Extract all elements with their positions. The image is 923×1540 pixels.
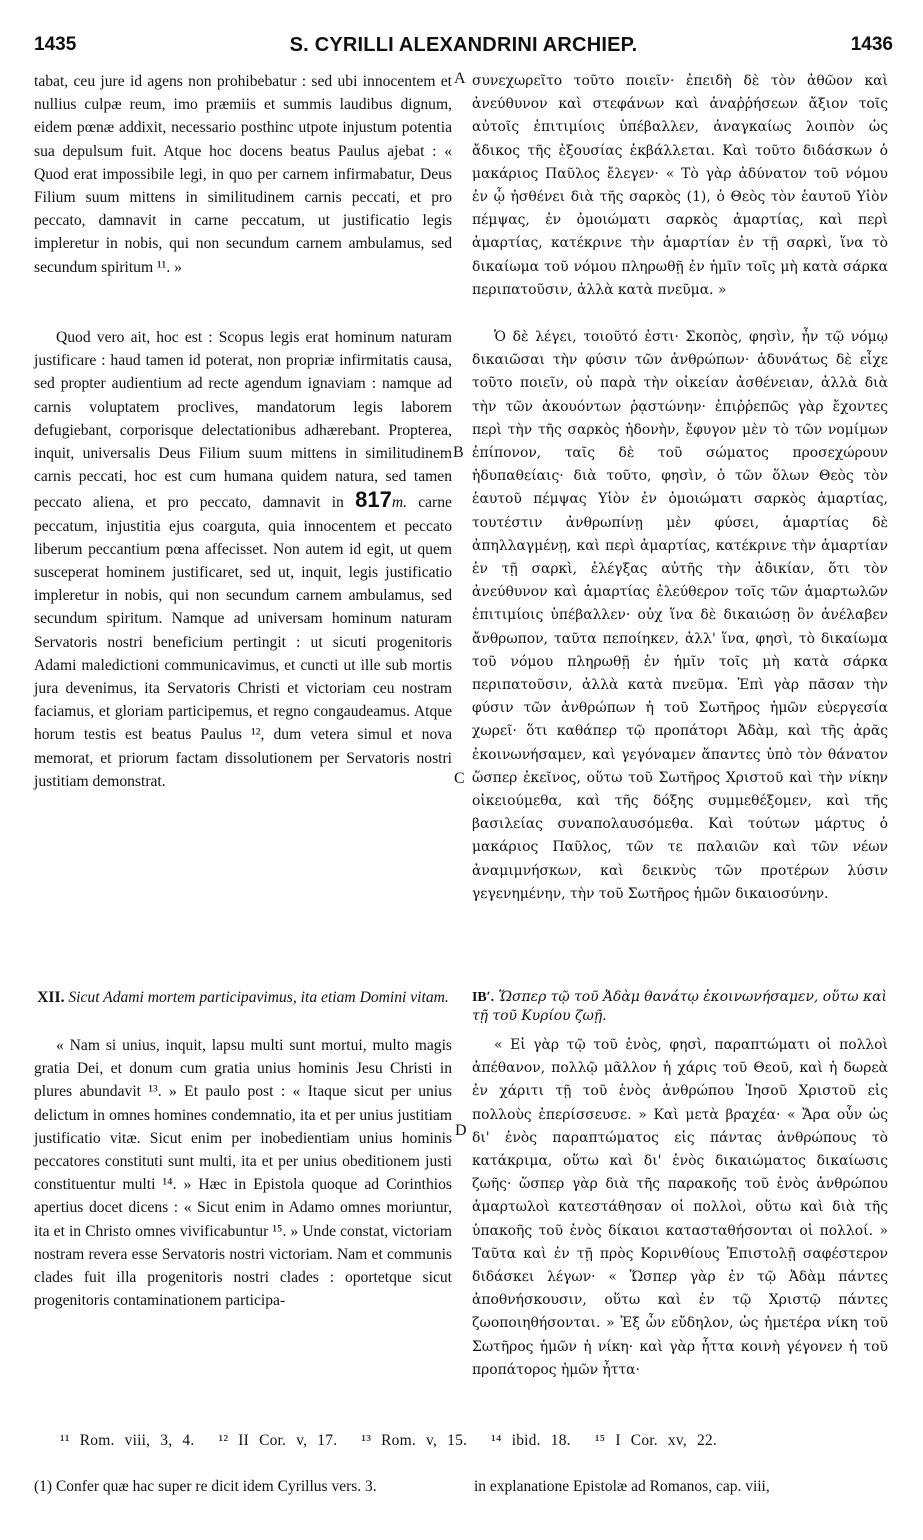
margin-marker-b: B	[453, 444, 464, 461]
footnote-15: ¹⁵ I Cor. xv, 22.	[594, 1432, 717, 1449]
column-number-suffix: m.	[391, 494, 407, 512]
footnote-12: ¹² II Cor. v, 17.	[218, 1432, 338, 1449]
greek-paragraph-1: συνεχωρεῖτο τοῦτο ποιεῖν· ἐπειδὴ δὲ τὸν ἀθῶον καὶ ἀνεύθυνον καὶ στεφάνων καὶ ἀναῤῥήσεων ἄξιον τοῖς αὐτοῖς ἐπιτιμίοις ὑπέβαλλεν, ἀναγκαίως λοιπὸν ὡς ἄδικος τῆς ἐξουσίας ἐκβάλλεται. Καὶ τοῦτο διδάσκων ὁ μακάριος Παῦλος ἔλεγεν· « Τὸ γὰρ ἀδύνατον τοῦ νόμου ἐν ᾧ ἠσθένει διὰ τῆς σαρκὸς (1), ὁ Θεὸς τὸν ἑαυτοῦ Υἱὸν πέμψας, ἐν ὁμοιώματι σαρκὸς ἁμαρτίας, καὶ περὶ ἁμαρτίας, κατέκρινε τὴν ἁμαρτίαν ἐν τῇ σαρκὶ, ἵνα τὸ δικαίωμα τοῦ νόμου πληρωθῇ ἐν ἡμῖν τοῖς μὴ κατὰ σάρκα περιπατοῦσιν, ἀλλὰ κατὰ πνεῦμα. »	[472, 73, 888, 298]
latin-section-heading: Sicut Adami mortem participavimus, ita etiam Domini vitam.	[68, 989, 449, 1006]
latin-paragraph-2a: Quod vero ait, hoc est : Scopus legis erat hominum naturam justificare : haud tamen id poterat, non propriæ infirmitatis causa, sed propter audientium ad recte agendum ignaviam : namque ad carnis voluptatem proclives, mandatorum legis laborem defugiebant, corporisque delectationibus adhærebant. Propterea, inquit, universalis Deus Filium suum mittens in similitudinem carnis peccati, hoc est cum humana quidem natura, sed tamen peccato aliena, et pro peccato, damnavit in	[34, 329, 452, 512]
footnote-14: ¹⁴ ibid. 18.	[491, 1432, 571, 1449]
latin-section-number: XII.	[37, 989, 65, 1006]
greek-paragraph-3: « Εἰ γὰρ τῷ τοῦ ἑνὸς, φησὶ, παραπτώματι οἱ πολλοὶ ἀπέθανον, πολλῷ μᾶλλον ἡ χάρις τοῦ Θεοῦ, καὶ ἡ δωρεὰ ἐν χάριτι τῇ τοῦ ἑνὸς ἀνθρώπου Ἰησοῦ Χριστοῦ εἰς πολλοὺς ἐπερίσσευσε. » Καὶ μετὰ βραχέα· « Ἄρα οὖν ὡς δι' ἑνὸς παραπτώματος εἰς πάντας ἀνθρώπους τὸ κατάκριμα, οὕτω καὶ δι' ἑνὸς δικαιώματος δικαίωσις ζωῆς· ὥσπερ γὰρ διὰ τῆς παρακοῆς τοῦ ἑνὸς ἀνθρώπου ἁμαρτωλοὶ κατεστάθησαν οἱ πολλοὶ, οὕτω καὶ διὰ τῆς ὑπακοῆς τοῦ ἑνὸς δίκαιοι κατασταθήσονται οἱ πολλοί. » Ταῦτα καὶ ἐν τῇ πρὸς Κορινθίους Ἐπιστολῇ σαφέστερον διδάσκει λέγων· « Ὥσπερ γὰρ ἐν τῷ Ἀδὰμ πάντες ἀποθνήσκουσιν, οὕτω καὶ ἐν τῷ Χριστῷ πάντες ζωοποιηθήσονται. » Ἐξ ὧν εὔδηλον, ὡς ἡμετέρα νίκη τοῦ Σωτῆρος ἡμῶν ἡ νίκη· καὶ γὰρ ἧττα κοινὴ γέγονεν ἡ τοῦ προπάτορος ἡμῶν ἧττα·	[472, 1037, 888, 1378]
latin-paragraph-1: tabat, ceu jure id agens non prohibebatur : sed ubi innocentem et nullius culpæ reum, imo præmiis et summis laudibus dignum, eidem pœnæ addixit, necessario posthinc utpote injustum potentia sua depulsum fuit. Atque hoc docens beatus Paulus ajebat : « Quod erat impossibile legi, in quo per carnem infirmabatur, Deus Filium suum mittens in similitudinem carnis peccati, et pro peccato, damnavit in carne peccatum, ut justificatio legis impleretur in nobis, qui non secundum carnem ambulamus, sed secundum spiritum ¹¹. »	[34, 73, 452, 276]
margin-marker-c: C	[454, 770, 465, 787]
greek-section-title	[472, 988, 888, 1026]
latin-paragraph-2b: carne peccatum, injustitia ejus coarguta, quia innocentem et peccato liberum peccantium pœna affecisset. Non autem id egit, ut quem susceperat hominem justificaret, sed ut, inquit, legis justificatio impleretur in nobis, qui non secundum carnem ambulamus, sed secundum spiritum. Namque ad universam hominum naturam Servatoris nostri beneficium pertingit : ut sicuti progenitoris Adami maledictioni communicavimus, et cuncti ut ille sub mortis jura devenimus, ita Servatoris Christi et victoriam ceu nostram faciamus, et gloriam participemus, et regno congaudeamus. Atque horum testis est beatus Paulus ¹², dum vetera simul et nova memorat, et priorum factam dissolutionem per Servatoris nostri justitiam demonstrat.	[34, 494, 452, 790]
running-header	[34, 34, 893, 64]
page-number-right: 1436	[850, 34, 893, 55]
greek-section-number: ΙΒʹ.	[472, 990, 495, 1005]
column-number: 817	[355, 487, 392, 513]
footnote-line	[60, 1432, 890, 1450]
editor-note-left: (1) Confer quæ hac super re dicit idem Cyrillus vers. 3.	[34, 1478, 377, 1495]
margin-marker-d: D	[455, 1122, 467, 1139]
editor-note-right: in explanatione Epistolæ ad Romanos, cap. viii,	[474, 1478, 770, 1495]
footnote-13: ¹³ Rom. v, 15.	[361, 1432, 468, 1449]
page-number-left: 1435	[34, 34, 77, 55]
running-title: S. CYRILLI ALEXANDRINI ARCHIEP.	[289, 34, 638, 56]
latin-section-title	[34, 988, 452, 1007]
greek-section-heading: Ὥσπερ τῷ τοῦ Ἀδὰμ θανάτῳ ἐκοινωνήσαμεν, οὕτω καὶ τῇ τοῦ Κυρίου ζωῇ.	[472, 989, 887, 1024]
latin-paragraph-3: « Nam si unius, inquit, lapsu multi sunt mortui, multo magis gratia Dei, et donum cum gratia unius hominis Jesu Christi in plures abundavit ¹³. » Et paulo post : « Itaque sicut per unius delictum in omnes homines condemnatio, ita et per unius justitiam justificatio vitæ. Sicut enim per inobedientiam unius hominis peccatores constituti sunt multi, ita et per unius obeditionem justi constituentur multi ¹⁴. » Hæc in Epistola quoque ad Corinthios apertius docet dicens : « Sicut enim in Adamo omnes moriuntur, ita et in Christo omnes vivificabuntur ¹⁵. » Unde constat, victoriam nostram revera esse Servatoris nostri victoriam. Nam et communis clades fuit illa progenitoris nostri clades : oportetque sicut progenitoris contaminationem participa-	[34, 1037, 452, 1310]
latin-paragraph-2	[34, 326, 452, 793]
footnote-11: ¹¹ Rom. viii, 3, 4.	[60, 1432, 195, 1449]
margin-marker-a: A	[454, 70, 466, 87]
greek-paragraph-2: Ὁ δὲ λέγει, τοιοῦτό ἐστι· Σκοπὸς, φησὶν, ἦν τῷ νόμῳ δικαιῶσαι τὴν φύσιν τῶν ἀνθρώπων· ἀδυνάτως δὲ εἶχε τοῦτο ποιεῖν, οὐ παρὰ τὴν οἰκείαν ἀσθένειαν, ἀλλὰ διὰ τὴν τῶν ἀκουόντων ῥᾳστώνην· ἐπιῤῥεπῶς γὰρ ἔχοντες περὶ τὴν τῆς σαρκὸς ἡδονὴν, ἔφυγον μὲν τὸ τῶν νομίμων ἐπίπονον, ταῖς δὲ τοῦ σώματος προσεχώρουν ἡδυπαθείαις· διὰ τοῦτο, φησὶν, ὁ τῶν ὅλων Θεὸς τὸν ἑαυτοῦ πέμψας Υἱὸν ἐν ὁμοιώματι σαρκὸς ἁμαρτίας, τουτέστιν ἀνθρωπίνῃ μὲν φύσει, ἁμαρτίας δὲ ἀπηλλαγμένῃ, καὶ περὶ ἁμαρτίας, κατέκρινε τὴν ἁμαρτίαν ἐν τῇ σαρκὶ, ἐλέγξας αὐτῆς τὴν ἀδικίαν, ὅτι τὸν ἀνεύθυνον καὶ ἁμαρτίας ἐλεύθερον τοῖς τῶν ἁμαρτωλῶν ἐπιτιμίοις ὑπέβαλλεν· οὐχ ἵνα δὲ δικαιώσῃ ὃν ἀνέλαβεν ἄνθρωπον, ταῦτα πεποίηκεν, ἀλλ' ἵνα, φησὶ, τὸ δικαίωμα τοῦ νόμου πληρωθῇ ἐν ἡμῖν τοῖς μὴ κατὰ σάρκα περιπατοῦσιν, ἀλλὰ κατὰ πνεῦμα. Ἐπὶ γὰρ πᾶσαν τὴν φύσιν τῶν ἀνθρώπων ἡ τοῦ Σωτῆρος ἡμῶν εὐεργεσία χωρεῖ· ὅτι καθάπερ τῷ προπάτορι Ἀδὰμ, καὶ τῆς ἀρᾶς ἐκοινωνήσαμεν, καὶ γεγόναμεν ἅπαντες ὑπὸ τὸν θάνατον ὥσπερ ἐκεῖνος, οὕτω τοῦ Σωτῆρος Χριστοῦ καὶ τὴν νίκην οἰκειούμεθα, καὶ τῆς δόξης συμμεθέξομεν, καὶ τῆς βασιλείας συναπολαυσόμεθα. Καὶ τούτων μάρτυς ὁ μακάριος Παῦλος, τῶν τε παλαιῶν καὶ τῶν νέων ἀναμιμνήσκων, καὶ δεικνὺς τῶν προτέρων λύσιν γεγενημένην, τὴν τοῦ Σωτῆρος ἡμῶν δικαιοσύνην.	[472, 329, 888, 902]
